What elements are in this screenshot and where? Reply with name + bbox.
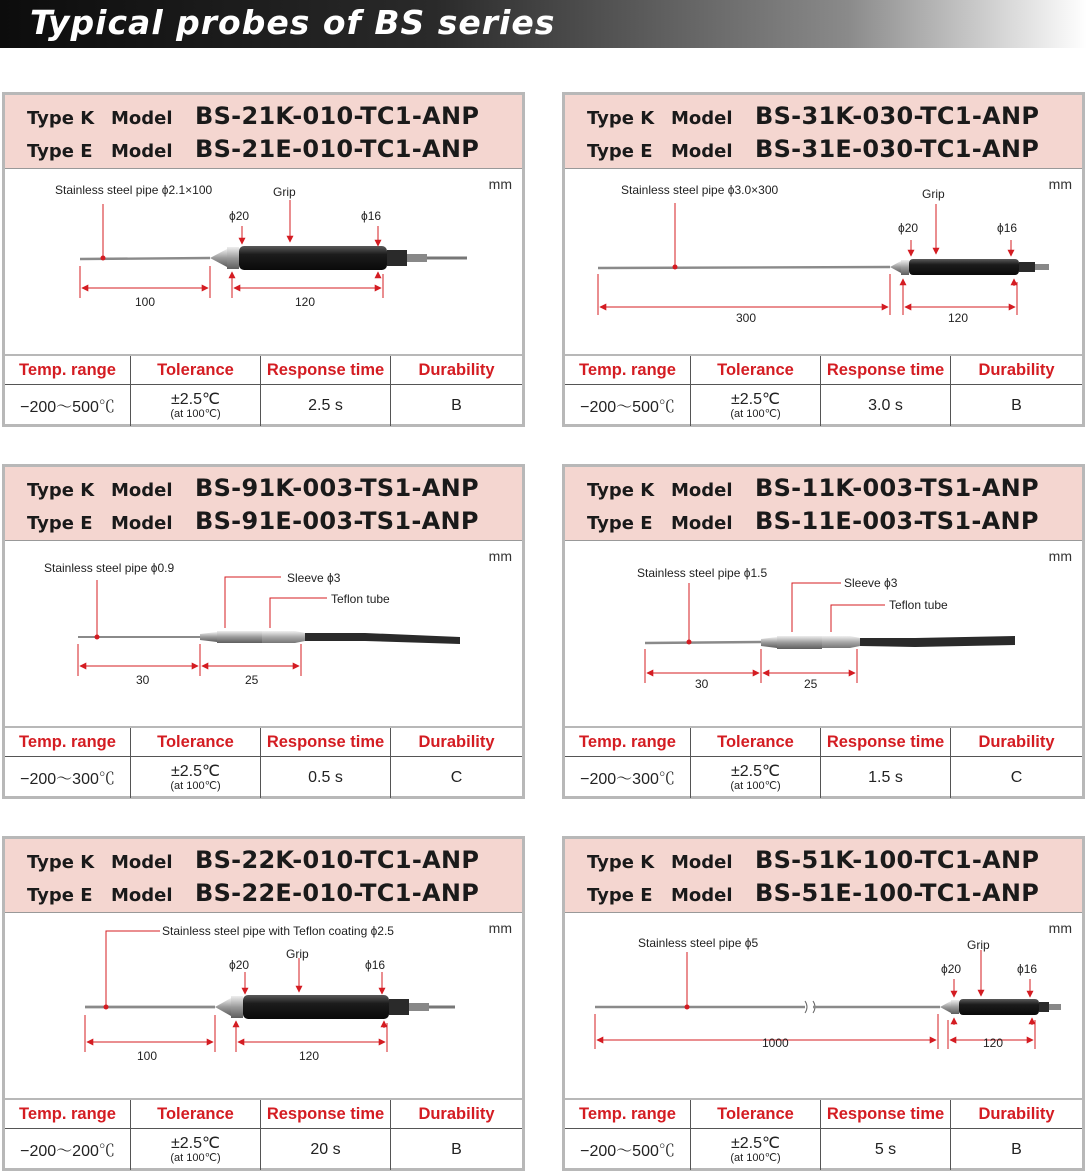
tolerance-note: (at 100℃) xyxy=(170,407,221,420)
model-line-type-e xyxy=(27,507,479,535)
model-line-type-k xyxy=(27,846,479,874)
dimension-a: 30 xyxy=(695,677,709,691)
unit-label: mm xyxy=(1048,920,1072,936)
probe-card-bs-31 xyxy=(562,92,1085,427)
model-line-type-e xyxy=(27,135,479,163)
tolerance-text: ±2.5℃ xyxy=(731,762,780,780)
header-durability: Durability xyxy=(418,360,495,379)
model-number: BS-11E-003-TS1-ANP xyxy=(755,507,1039,535)
header-temp-range: Temp. range xyxy=(5,728,131,756)
spec-header-row xyxy=(565,1100,1082,1129)
header-temp-range: Temp. range xyxy=(565,728,691,756)
probe-card-bs-21 xyxy=(2,92,525,427)
durability-value: B xyxy=(1011,396,1022,414)
model-label: Model xyxy=(111,141,173,162)
probe-drawing xyxy=(645,636,1015,649)
tolerance-value xyxy=(131,385,261,426)
page-title: Typical probes of BS series xyxy=(30,3,556,42)
model-line-type-k xyxy=(587,846,1039,874)
temp-range-value: −200～300℃ xyxy=(5,757,131,798)
header-tolerance: Tolerance xyxy=(131,1100,261,1128)
tolerance-note: (at 100℃) xyxy=(730,1151,781,1164)
model-number: BS-22K-010-TC1-ANP xyxy=(195,846,480,874)
model-number: BS-91K-003-TS1-ANP xyxy=(195,474,479,502)
spec-table xyxy=(565,1098,1082,1168)
header-tolerance: Tolerance xyxy=(691,356,821,384)
pipe-callout: Stainless steel pipe ϕ0.9 xyxy=(44,561,175,575)
spec-value-row xyxy=(5,385,522,426)
diameter-16-callout: ϕ16 xyxy=(1017,962,1038,976)
spec-table xyxy=(5,726,522,796)
diameter-20-callout: ϕ20 xyxy=(229,209,250,223)
type-label: Type K xyxy=(587,108,655,129)
model-number: BS-31E-030-TC1-ANP xyxy=(755,135,1040,163)
model-label: Model xyxy=(111,513,173,534)
model-header xyxy=(5,95,522,169)
header-response-time: Response time xyxy=(261,1100,391,1128)
tolerance-note: (at 100℃) xyxy=(170,1151,221,1164)
model-header xyxy=(565,95,1082,169)
probe-diagram xyxy=(5,542,522,725)
model-line-type-k xyxy=(27,474,479,502)
probe-diagram xyxy=(565,914,1082,1097)
header-tolerance: Tolerance xyxy=(131,728,261,756)
type-label: Type K xyxy=(587,852,655,873)
header-durability: Durability xyxy=(978,360,1055,379)
response-time-value: 1.5 s xyxy=(821,757,951,798)
dimension-b: 120 xyxy=(983,1036,1004,1050)
header-durability: Durability xyxy=(418,1104,495,1123)
probe-diagram xyxy=(5,170,522,353)
dimension-a: 1000 xyxy=(762,1036,789,1050)
tolerance-note: (at 100℃) xyxy=(170,779,221,792)
model-label: Model xyxy=(111,108,173,129)
header-tolerance: Tolerance xyxy=(691,728,821,756)
header-response-time: Response time xyxy=(261,356,391,384)
header-durability: Durability xyxy=(978,732,1055,751)
unit-label: mm xyxy=(488,548,512,564)
model-header xyxy=(565,467,1082,541)
model-number: BS-22E-010-TC1-ANP xyxy=(195,879,480,907)
model-number: BS-91E-003-TS1-ANP xyxy=(195,507,479,535)
temp-range-value: −200～300℃ xyxy=(565,757,691,798)
model-number: BS-21K-010-TC1-ANP xyxy=(195,102,480,130)
probe-card-bs-51 xyxy=(562,836,1085,1171)
probe-card-bs-91 xyxy=(2,464,525,799)
tolerance-text: ±2.5℃ xyxy=(731,390,780,408)
temp-range-value: −200～200℃ xyxy=(5,1129,131,1170)
model-number: BS-51K-100-TC1-ANP xyxy=(755,846,1040,874)
response-time-value: 0.5 s xyxy=(261,757,391,798)
probe-card-bs-22 xyxy=(2,836,525,1171)
type-label: Type K xyxy=(27,480,95,501)
type-label: Type K xyxy=(27,852,95,873)
spec-value-row xyxy=(565,385,1082,426)
probe-drawing xyxy=(85,995,455,1019)
dimension-a: 300 xyxy=(736,311,757,325)
probe-drawing xyxy=(78,631,460,644)
spec-value-row xyxy=(565,757,1082,798)
type-label: Type K xyxy=(27,108,95,129)
type-label: Type E xyxy=(27,885,93,906)
dimension-b: 25 xyxy=(245,673,259,687)
grip-callout: Grip xyxy=(967,938,990,952)
durability-value: C xyxy=(450,768,463,786)
model-label: Model xyxy=(671,885,733,906)
header-durability: Durability xyxy=(978,1104,1055,1123)
probe-drawing xyxy=(80,246,467,270)
model-header xyxy=(565,839,1082,913)
model-label: Model xyxy=(671,480,733,501)
header-response-time: Response time xyxy=(821,728,951,756)
diameter-20-callout: ϕ20 xyxy=(898,221,919,235)
probe-diagram xyxy=(5,914,522,1097)
grip-callout: Grip xyxy=(286,947,309,961)
pipe-callout: Stainless steel pipe ϕ3.0×300 xyxy=(621,183,779,197)
spec-value-row xyxy=(5,757,522,798)
spec-header-row xyxy=(565,728,1082,757)
temp-range-value: −200～500℃ xyxy=(565,385,691,426)
header-tolerance: Tolerance xyxy=(691,1100,821,1128)
tolerance-text: ±2.5℃ xyxy=(731,1134,780,1152)
spec-value-row xyxy=(565,1129,1082,1170)
diameter-16-callout: ϕ16 xyxy=(997,221,1018,235)
grip-callout: Grip xyxy=(922,187,945,201)
spec-header-row xyxy=(5,356,522,385)
tolerance-note: (at 100℃) xyxy=(730,779,781,792)
model-label: Model xyxy=(111,852,173,873)
dimension-b: 120 xyxy=(299,1049,320,1063)
diameter-16-callout: ϕ16 xyxy=(361,209,382,223)
teflon-tube-callout: Teflon tube xyxy=(889,598,948,612)
temp-range-value: −200～500℃ xyxy=(5,385,131,426)
response-time-value: 20 s xyxy=(261,1129,391,1170)
durability-value: B xyxy=(451,396,462,414)
header-temp-range: Temp. range xyxy=(5,1100,131,1128)
durability-value: C xyxy=(1010,768,1023,786)
probe-drawing xyxy=(595,999,1061,1015)
type-label: Type E xyxy=(587,885,653,906)
header-temp-range: Temp. range xyxy=(565,356,691,384)
model-line-type-e xyxy=(27,879,479,907)
model-label: Model xyxy=(671,108,733,129)
spec-table xyxy=(565,354,1082,424)
unit-label: mm xyxy=(1048,176,1072,192)
spec-header-row xyxy=(565,356,1082,385)
sleeve-callout: Sleeve ϕ3 xyxy=(287,571,341,585)
spec-table xyxy=(5,1098,522,1168)
pipe-callout: Stainless steel pipe ϕ5 xyxy=(638,936,759,950)
durability-value: B xyxy=(451,1140,462,1158)
response-time-value: 3.0 s xyxy=(821,385,951,426)
model-header xyxy=(5,839,522,913)
dimension-b: 120 xyxy=(948,311,969,325)
tolerance-value xyxy=(691,757,821,798)
type-label: Type E xyxy=(27,513,93,534)
grip-callout: Grip xyxy=(273,185,296,199)
model-label: Model xyxy=(111,480,173,501)
spec-value-row xyxy=(5,1129,522,1170)
spec-header-row xyxy=(5,1100,522,1129)
probe-drawing xyxy=(598,259,1049,275)
tolerance-text: ±2.5℃ xyxy=(171,1134,220,1152)
model-line-type-e xyxy=(587,135,1039,163)
dimension-b: 120 xyxy=(295,295,316,309)
response-time-value: 5 s xyxy=(821,1129,951,1170)
type-label: Type E xyxy=(587,513,653,534)
header-response-time: Response time xyxy=(261,728,391,756)
model-header xyxy=(5,467,522,541)
dimension-a: 30 xyxy=(136,673,150,687)
pipe-callout: Stainless steel pipe with Teflon coating ϕ2.5 xyxy=(162,924,394,938)
type-label: Type K xyxy=(587,480,655,501)
probe-diagram xyxy=(565,170,1082,353)
model-number: BS-31K-030-TC1-ANP xyxy=(755,102,1040,130)
model-label: Model xyxy=(111,885,173,906)
sleeve-callout: Sleeve ϕ3 xyxy=(844,576,898,590)
model-label: Model xyxy=(671,513,733,534)
model-label: Model xyxy=(671,141,733,162)
model-line-type-k xyxy=(587,474,1039,502)
tolerance-value xyxy=(131,757,261,798)
diameter-20-callout: ϕ20 xyxy=(229,958,250,972)
tolerance-value xyxy=(131,1129,261,1170)
spec-header-row xyxy=(5,728,522,757)
tolerance-value xyxy=(691,1129,821,1170)
tolerance-note: (at 100℃) xyxy=(730,407,781,420)
probe-diagram xyxy=(565,542,1082,725)
dimension-a: 100 xyxy=(135,295,156,309)
title-banner xyxy=(0,0,1087,48)
pipe-callout: Stainless steel pipe ϕ2.1×100 xyxy=(55,183,213,197)
spec-table xyxy=(565,726,1082,796)
model-number: BS-51E-100-TC1-ANP xyxy=(755,879,1040,907)
spec-table xyxy=(5,354,522,424)
unit-label: mm xyxy=(1048,548,1072,564)
type-label: Type E xyxy=(27,141,93,162)
model-number: BS-11K-003-TS1-ANP xyxy=(755,474,1039,502)
header-tolerance: Tolerance xyxy=(131,356,261,384)
tolerance-text: ±2.5℃ xyxy=(171,390,220,408)
pipe-callout: Stainless steel pipe ϕ1.5 xyxy=(637,566,768,580)
header-temp-range: Temp. range xyxy=(5,356,131,384)
tolerance-value xyxy=(691,385,821,426)
model-line-type-k xyxy=(27,102,479,130)
model-line-type-e xyxy=(587,879,1039,907)
unit-label: mm xyxy=(488,176,512,192)
model-line-type-e xyxy=(587,507,1039,535)
header-temp-range: Temp. range xyxy=(565,1100,691,1128)
durability-value: B xyxy=(1011,1140,1022,1158)
probe-card-bs-11 xyxy=(562,464,1085,799)
tolerance-text: ±2.5℃ xyxy=(171,762,220,780)
header-response-time: Response time xyxy=(821,1100,951,1128)
diameter-16-callout: ϕ16 xyxy=(365,958,386,972)
header-durability: Durability xyxy=(418,732,495,751)
response-time-value: 2.5 s xyxy=(261,385,391,426)
model-line-type-k xyxy=(587,102,1039,130)
model-label: Model xyxy=(671,852,733,873)
unit-label: mm xyxy=(488,920,512,936)
dimension-a: 100 xyxy=(137,1049,158,1063)
diameter-20-callout: ϕ20 xyxy=(941,962,962,976)
model-number: BS-21E-010-TC1-ANP xyxy=(195,135,480,163)
dimension-b: 25 xyxy=(804,677,818,691)
temp-range-value: −200～500℃ xyxy=(565,1129,691,1170)
header-response-time: Response time xyxy=(821,356,951,384)
type-label: Type E xyxy=(587,141,653,162)
teflon-tube-callout: Teflon tube xyxy=(331,592,390,606)
